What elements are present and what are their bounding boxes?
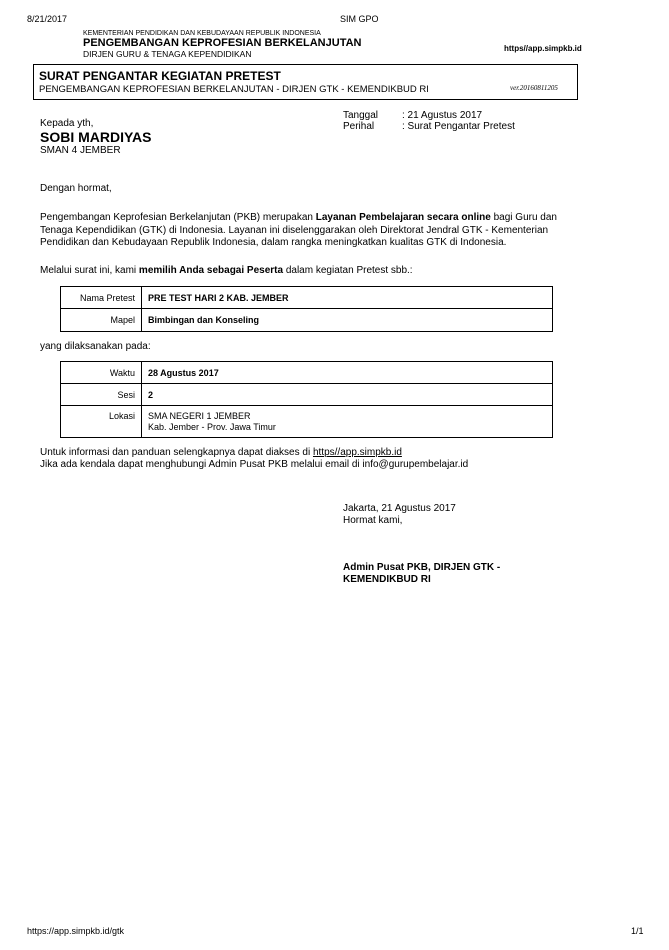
info-text: Untuk informasi dan panduan selengkapnya dapat diakses di [40,447,313,458]
selection-paragraph [40,265,580,278]
session-value: 2 [142,384,553,406]
location-region: Kab. Jember - Prov. Jawa Timur [148,422,276,432]
table-row [61,384,553,406]
info-line-2: Jika ada kendala dapat menghubungi Admin Pusat PKB melalui email di info@gurupembelajar.id [40,459,469,470]
date-label: Tanggal [343,110,379,121]
closing-regards: Hormat kami, [343,515,403,526]
info-link[interactable]: https//app.simpkb.id [312,447,402,458]
table-row [61,406,553,438]
subject-field-value: Bimbingan dan Konseling [142,309,553,332]
table-row [61,309,553,332]
letter-subtitle: PENGEMBANGAN KEPROFESIAN BERKELANJUTAN - DIRJEN GTK - KEMENDIKBUD RI [39,84,429,95]
subject-value: : Surat Pengantar Pretest [402,121,515,132]
page-number: 1/1 [631,926,644,936]
closing-place-date: Jakarta, 21 Agustus 2017 [343,503,456,514]
location-value [142,406,553,438]
letter-title: SURAT PENGANTAR KEGIATAN PRETEST [39,69,281,83]
pretest-name-value: PRE TEST HARI 2 KAB. JEMBER [142,287,553,309]
held-on-label: yang dilaksanakan pada: [40,341,151,352]
location-label: Lokasi [61,406,142,438]
subject-label: Perihal [343,121,375,132]
intro-text-1: Pengembangan Keprofesian Berkelanjutan (PKB) merupakan [40,212,316,223]
intro-text-2: bagi Guru dan Tenaga Kependidikan (GTK) di Indonesia. Layanan ini diselenggarakan oleh Direktorat Jendral GTK - Kementerian Pendidikan dan Kebudayaan Republik Indonesia, dalam rangka meningkatkan kualitas GTK di Indonesia. [40,212,557,248]
location-school: SMA NEGERI 1 JEMBER [148,411,251,421]
selection-text-1: Melalui surat ini, kami [40,265,139,276]
pretest-name-label: Nama Pretest [61,287,142,309]
time-label: Waktu [61,362,142,384]
recipient-salutation: Kepada yth, [40,118,94,129]
directorate-name: DIRJEN GURU & TENAGA KEPENDIDIKAN [83,49,252,59]
title-box [33,64,578,100]
print-date: 8/21/2017 [27,14,68,24]
intro-emphasis: Layanan Pembelajaran secara online [315,212,491,223]
print-site-title: SIM GPO [340,14,379,24]
time-value: 28 Agustus 2017 [142,362,553,384]
greeting: Dengan hormat, [40,183,112,194]
intro-paragraph [40,212,580,250]
signer-line-1: Admin Pusat PKB, DIRJEN GTK - [343,562,501,573]
pretest-table [60,286,553,332]
selection-text-2: dalam kegiatan Pretest sbb.: [283,265,413,276]
program-name: PENGEMBANGAN KEPROFESIAN BERKELANJUTAN [83,37,362,49]
selection-emphasis: memilih Anda sebagai Peserta [138,265,284,276]
signer-line-2: KEMENDIKBUD RI [343,574,431,585]
table-row [61,362,553,384]
version-label: ver.20160811205 [510,84,558,92]
subject-field-label: Mapel [61,309,142,332]
recipient-name: SOBI MARDIYAS [40,129,152,145]
date-value: : 21 Agustus 2017 [402,110,483,121]
footer-url: https://app.simpkb.id/gtk [27,926,125,936]
ministry-name: KEMENTERIAN PENDIDIKAN DAN KEBUDAYAAN REPUBLIK INDONESIA [83,30,321,37]
info-line-1 [40,447,402,458]
schedule-table [60,361,553,438]
letterhead-url[interactable]: https//app.simpkb.id [504,44,582,53]
recipient-school: SMAN 4 JEMBER [40,145,121,156]
table-row [61,287,553,309]
session-label: Sesi [61,384,142,406]
